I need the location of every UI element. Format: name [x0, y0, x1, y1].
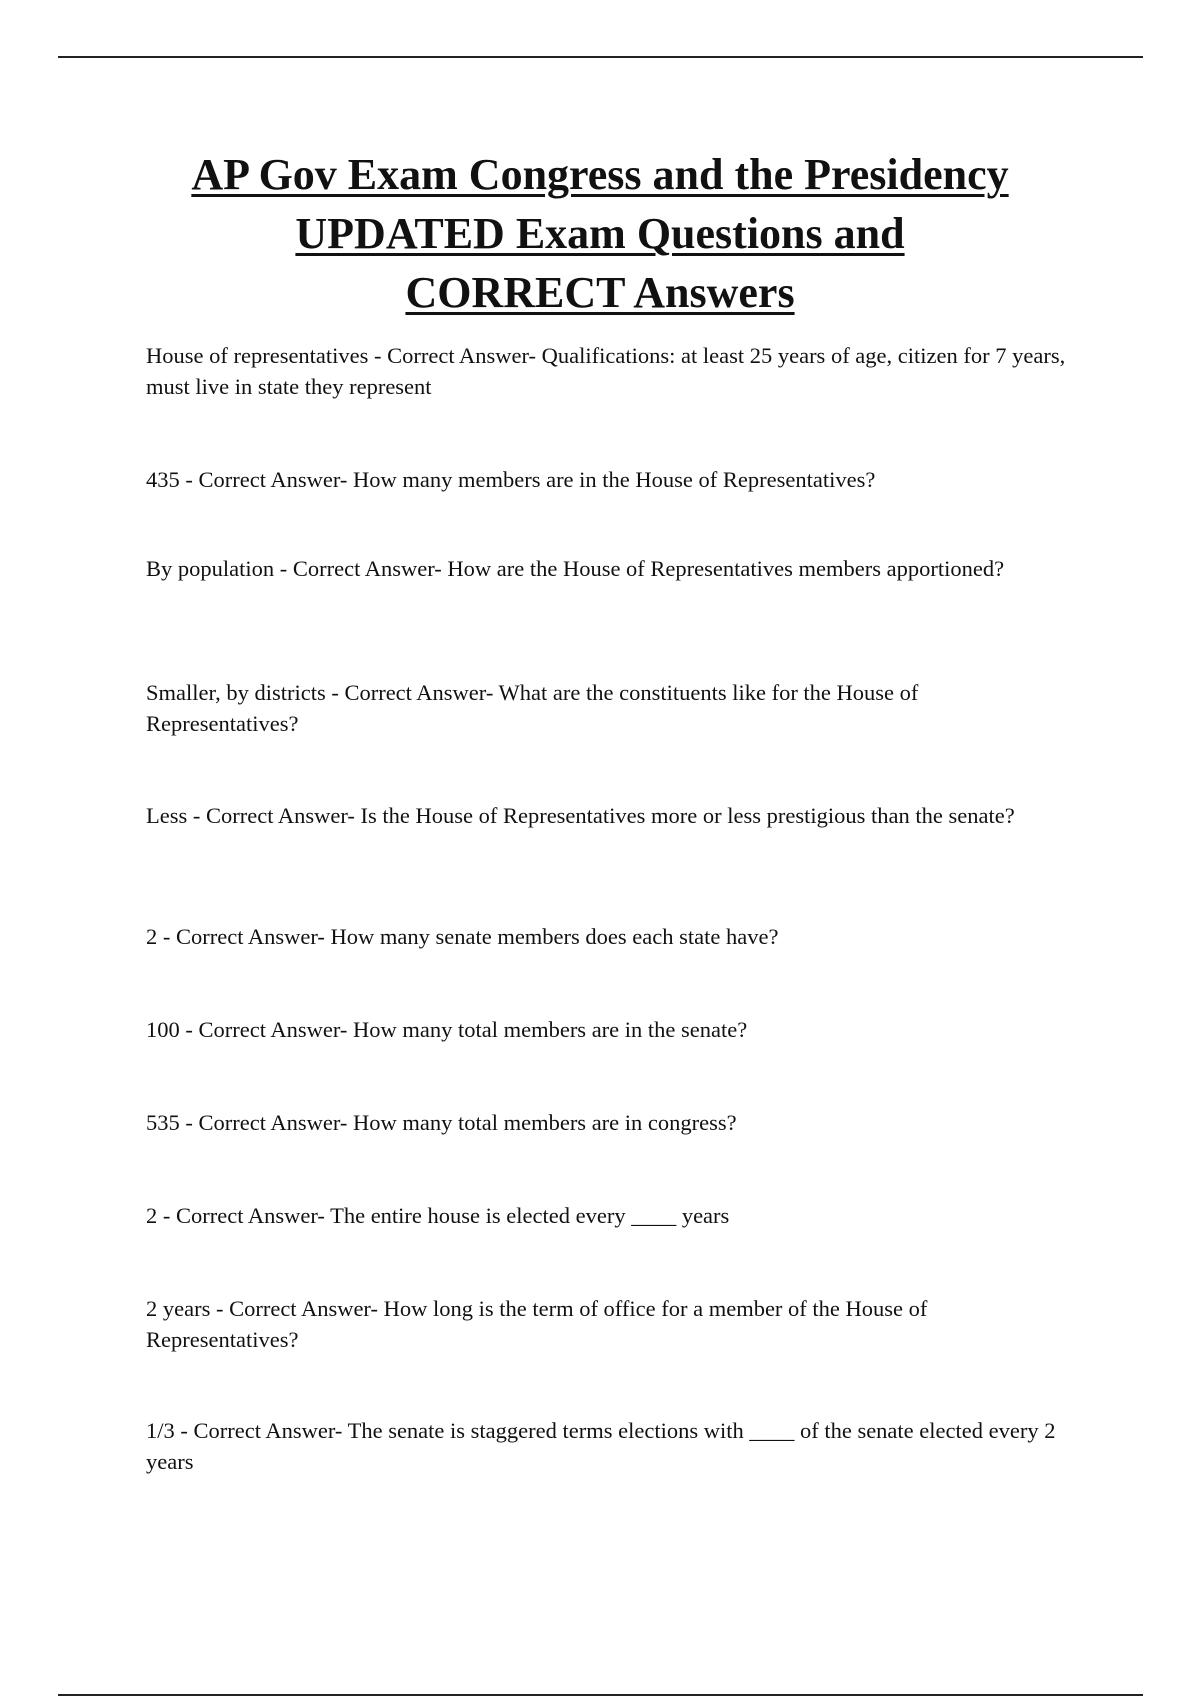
qa-item: 535 - Correct Answer- How many total members are in congress?	[146, 1110, 737, 1135]
qa-item: 1/3 - Correct Answer- The senate is staggered terms elections with ____ of the senate elected every 2 years	[146, 1418, 1056, 1474]
qa-item: Smaller, by districts - Correct Answer- What are the constituents like for the House of Representatives?	[146, 680, 919, 736]
qa-item: House of representatives - Correct Answer- Qualifications: at least 25 years of age, citizen for 7 years, must live in state they represent	[146, 343, 1066, 399]
qa-list	[146, 340, 1070, 1477]
qa-item: 100 - Correct Answer- How many total members are in the senate?	[146, 1017, 748, 1042]
qa-item: 2 - Correct Answer- How many senate members does each state have?	[146, 924, 779, 949]
qa-item: 435 - Correct Answer- How many members are in the House of Representatives?	[146, 467, 876, 492]
top-divider	[58, 56, 1143, 58]
qa-item: Less - Correct Answer- Is the House of Representatives more or less prestigious than the senate?	[146, 803, 1015, 828]
qa-item: 2 - Correct Answer- The entire house is elected every ____ years	[146, 1203, 730, 1228]
page-title	[100, 145, 1100, 322]
bottom-divider	[58, 1694, 1143, 1696]
qa-item: 2 years - Correct Answer- How long is the term of office for a member of the House of Representatives?	[146, 1296, 928, 1352]
title-line-3: CORRECT Answers	[405, 268, 795, 317]
qa-item: By population - Correct Answer- How are the House of Representatives members apportioned?	[146, 556, 1005, 581]
title-line-1: AP Gov Exam Congress and the Presidency	[191, 150, 1009, 199]
title-line-2: UPDATED Exam Questions and	[295, 209, 905, 258]
